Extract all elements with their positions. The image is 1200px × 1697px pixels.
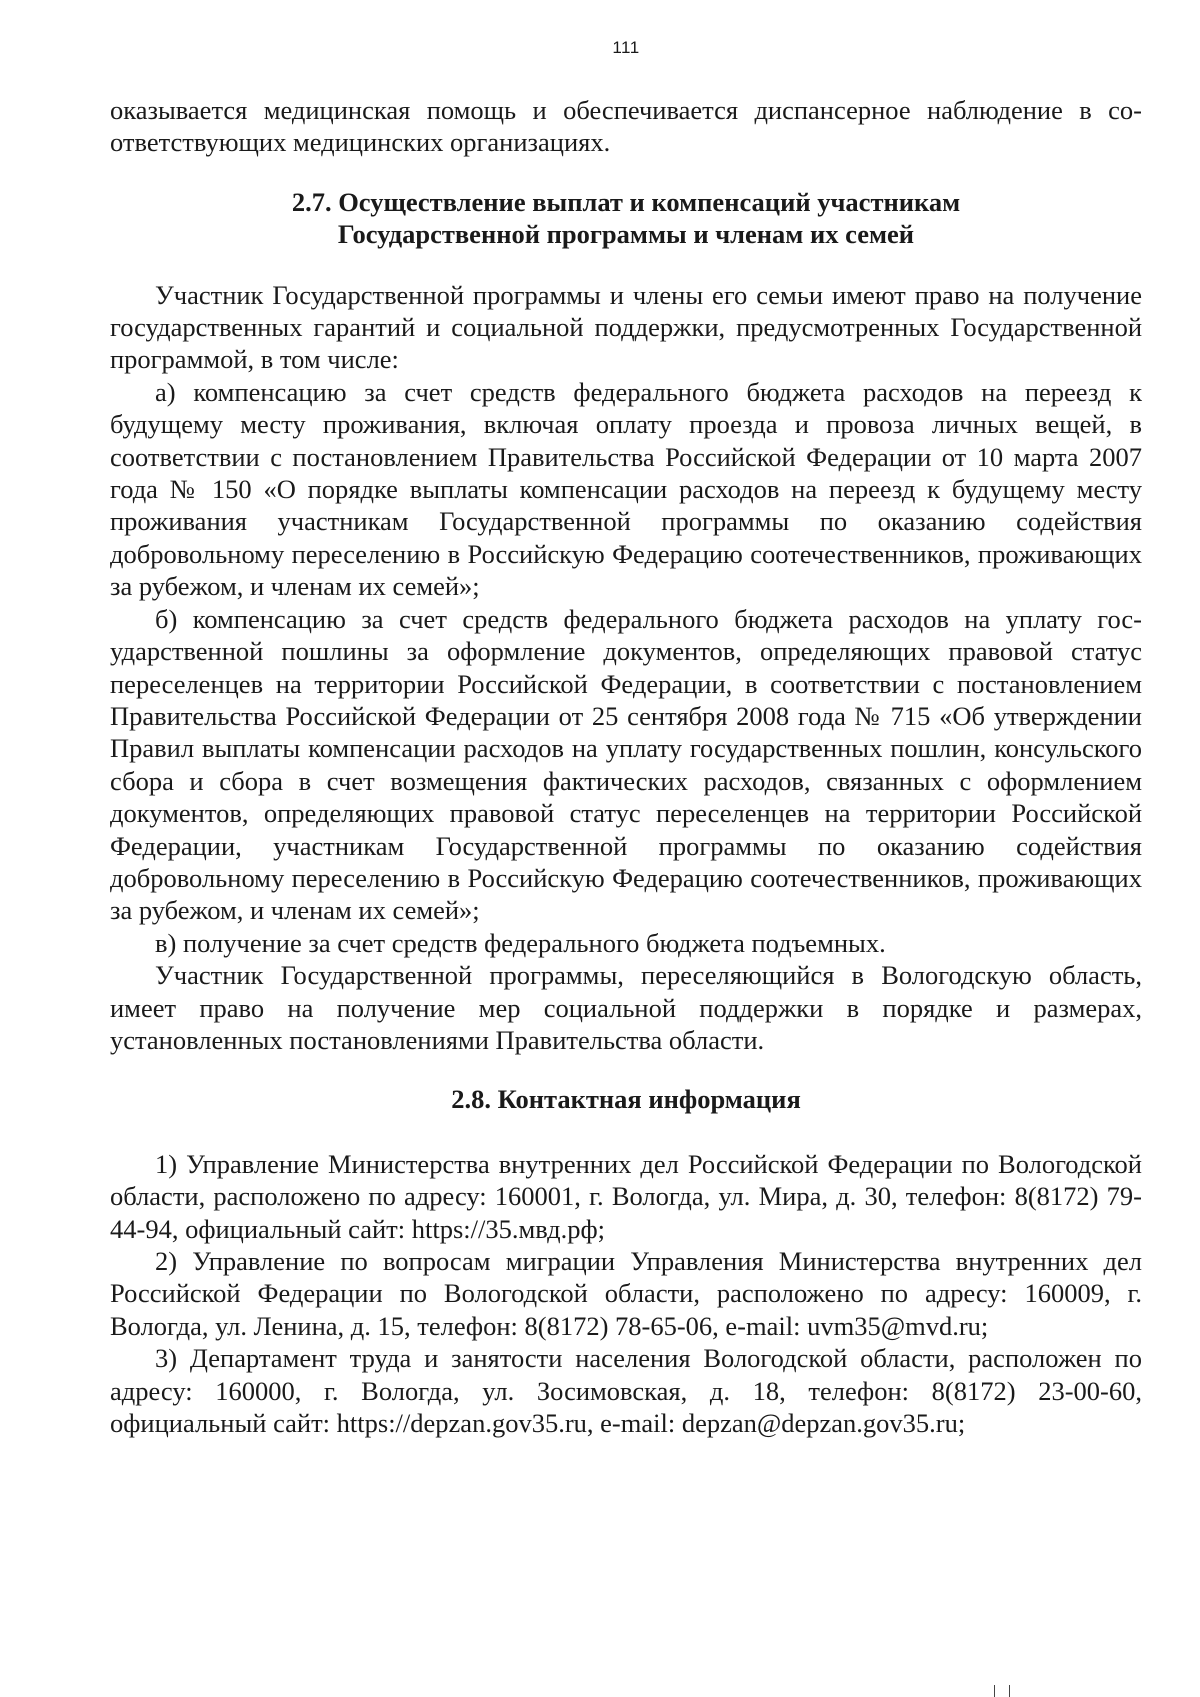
contact-item-1: 1) Управление Министерства внутренних дел Российской Федерации по Вологодской области, расположено по адресу: 160001, г. Вологда, ул. Мира, д. 30, телефон: 8(8172) 79-44-94, официальный сайт: https://35.мвд.рф; <box>110 1148 1142 1244</box>
section-2-7-heading <box>110 186 1142 251</box>
section-2-7-item-v: в) получение за счет средств федерального бюджета подъемных. <box>155 927 886 958</box>
contact-item-3: 3) Департамент труда и занятости населения Вологодской области, расположен по адресу: 160000, г. Вологда, ул. Зосимовская, д. 18, телефон: 8(8172) 23-00-60, официальный сайт: https://depzan.gov35.ru, e-mail: depzan@depzan.gov35.ru; <box>110 1343 1142 1439</box>
section-2-7-paragraph-vologda: Участник Государственной программы, переселяющийся в Вологодскую область, имеет право на получение мер социальной поддержки в порядке и размерах, установленных постановлениями Правительства области. <box>110 960 1142 1055</box>
page-number: 111 <box>612 38 640 57</box>
section-2-7-paragraph-intro: Участник Государственной программы и члены его семьи имеют право на получение государственных гарантий и социальной поддержки, предусмотренных Государственной программой, в том числе: <box>110 279 1142 375</box>
scan-corner-mark <box>994 1685 1010 1697</box>
section-2-7-item-a: а) компенсацию за счет средств федерального бюджета расходов на переезд к будущему месту проживания, включая оплату проезда и провоза личных вещей, в соответствии с постановлением Правительства Российской Федерации от 10 марта 2007 года № 150 «О порядке выплаты компенсации расходов на переезд к будущему месту проживания участникам Государственной программы по оказанию содействия добровольному переселению в Российскую Федерацию соотечественников, проживающих за рубежом, и членам их семей»; <box>110 376 1142 602</box>
section-2-7-heading-line2: Государственной программы и членам их семей <box>337 219 915 250</box>
section-2-7-item-b: б) компенсацию за счет средств федерального бюджета расходов на уплату государственной пошлины за оформление документов, определяющих правовой статус переселенцев на территории Российской Федерации, в соответствии с постановлением Правительства Российской Федерации от 25 сентября 2008 года № 715 «Об утверждении Правил выплаты компенсации расходов на уплату государственных пошлин, консульского сбора и сбора в счет возмещения фактических расходов, связанных с оформлением документов, определяющих правовой статус переселенцев на территории Российской Федерации, участникам Государственной программы по оказанию содействия добровольному переселению в Российскую Федерацию соотечественников, проживающих за рубежом, и членам их семей»; <box>110 603 1142 926</box>
document-page <box>110 38 1142 1439</box>
contact-item-2: 2) Управление по вопросам миграции Управления Министерства внутренних дел Российской Федерации по Вологодской области, расположено по адресу: 160009, г. Вологда, ул. Ленина, д. 15, телефон: 8(8172) 78-65-06, e-mail: uvm35@mvd.ru; <box>110 1246 1142 1341</box>
section-2-7-heading-line1: 2.7. Осуществление выплат и компенсаций участникам <box>291 186 961 217</box>
section-2-8-heading: 2.8. Контактная информация <box>451 1084 801 1115</box>
intro-paragraph: оказывается медицинская помощь и обеспечивается диспансерное наблюдение в соответствующих медицинских организациях. <box>110 95 1142 158</box>
